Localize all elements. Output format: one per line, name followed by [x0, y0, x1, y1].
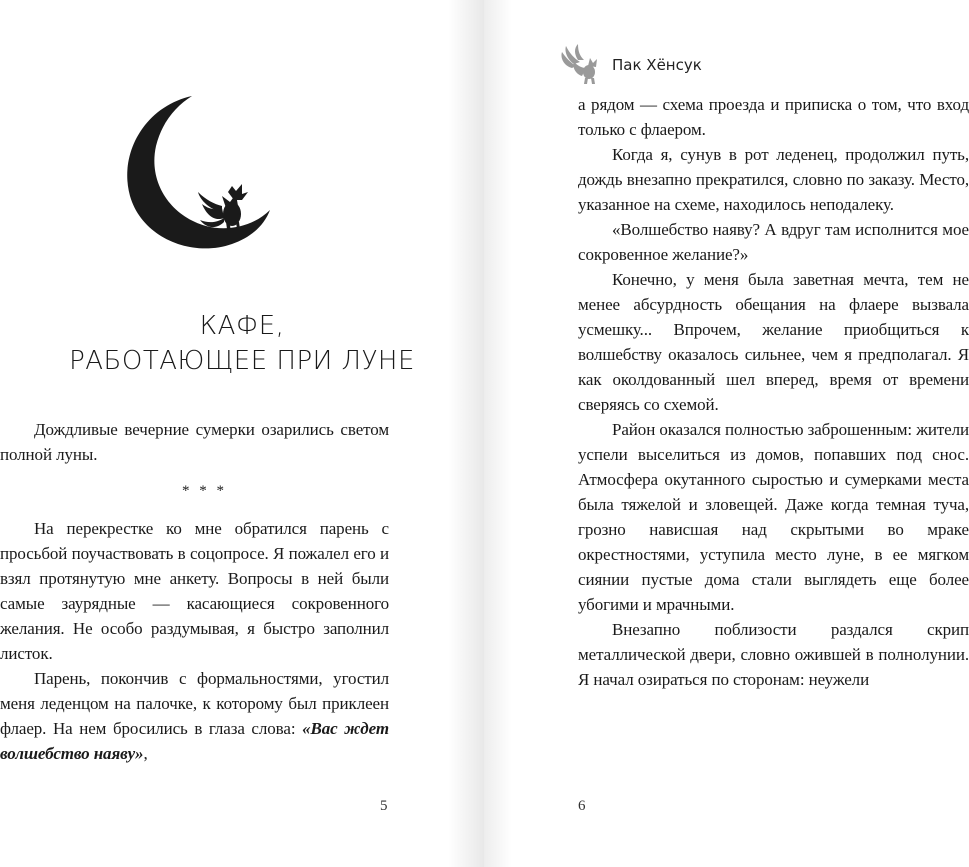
paragraph: [0, 666, 389, 766]
paragraph: Дождливые вечерние сумерки озарились светом полной луны.: [0, 420, 389, 464]
paragraph: Внезапно поблизости раздался скрип металлической двери, словно ожившей в полнолунии. Я начал озираться по сторонам: неужели: [578, 620, 969, 689]
paragraph: Когда я, сунув в рот леденец, продолжил путь, дождь внезапно прекратился, словно по заказу. Место, указанное на схеме, находилось неподалеку.: [578, 145, 969, 214]
section-separator: * * *: [182, 483, 227, 499]
chapter-title-line2: РАБОТАЮЩЕЕ ПРИ ЛУНЕ: [69, 346, 415, 376]
left-page: [0, 0, 484, 867]
paragraph: Район оказался полностью заброшенным: жители успели выселиться из домов, попавших под снос. Атмосфера окутанного сыростью и сумерками места была тяжелой и зловещей. Даже когда темная туча, грозно нависшая над скрытыми во мраке окрестностями, уступила место луне, в ее мягком сиянии пустые дома стали выглядеть еще более убогими и мрачными.: [578, 420, 969, 614]
crescent-moon-fox-icon: [118, 92, 278, 252]
chapter-title: [0, 309, 484, 379]
page-number-left: 5: [380, 798, 388, 814]
paragraph: Конечно, у меня была заветная мечта, тем не менее абсурдность обещания на флаере вызвала усмешку... Впрочем, желание приобщиться к волшебству оказалось сильнее, чем я предполагал. Я как околдованный шел вперед, время от времени сверяясь со схемой.: [578, 270, 969, 414]
gutter-shadow-left: [448, 0, 484, 867]
paragraph: «Волшебство наяву? А вдруг там исполнится мое сокровенное желание?»: [578, 220, 969, 264]
left-page-text: [0, 417, 389, 766]
right-page-text: [578, 92, 969, 692]
gutter-shadow-right: [484, 0, 512, 867]
page-number-right: 6: [578, 798, 586, 814]
emphasis-text: «Вас ждет волшебство наяву»: [0, 719, 389, 763]
paragraph: а рядом — схема проезда и приписка о том, что вход только с флаером.: [578, 95, 969, 139]
paragraph-text: Парень, покончив с формальностями, угостил меня леденцом на палочке, к которому был приклеен флаер. На нем бросились в глаза слова:: [0, 669, 389, 738]
paragraph-text: ,: [143, 744, 148, 763]
spacer: [0, 504, 389, 516]
paragraph: На перекрестке ко мне обратился парень с просьбой поучаствовать в соцопросе. Я пожалел его и взял протянутую мне анкету. Вопросы в ней были самые заурядные — касающиеся сокровенного желания. Не особо раздумывая, я быстро заполнил листок.: [0, 519, 389, 663]
fox-icon: [560, 44, 602, 84]
author-name: Пак Хёнсук: [612, 56, 702, 74]
chapter-title-line1: КАФЕ,: [199, 311, 285, 341]
